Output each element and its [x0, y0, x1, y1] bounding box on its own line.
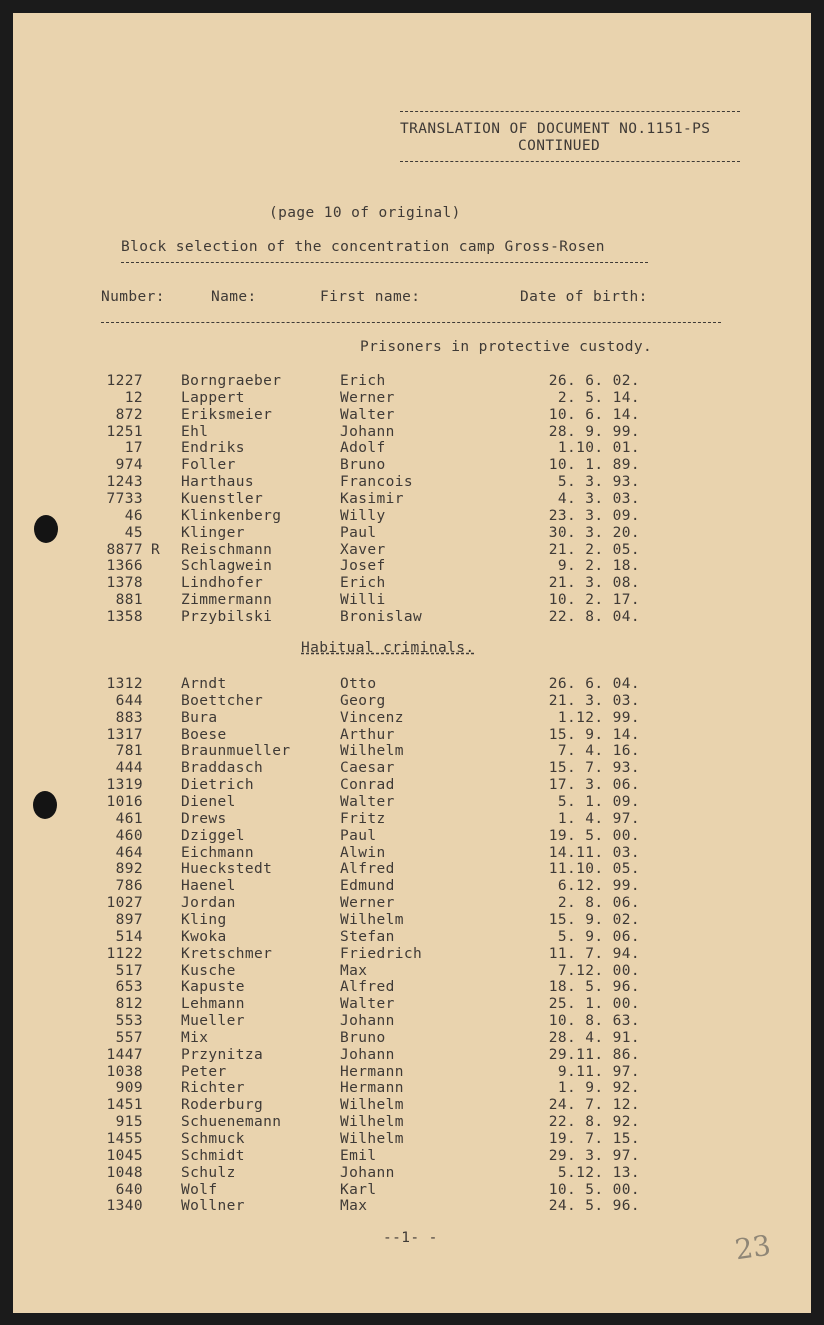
- prisoner-name: Kling: [181, 911, 227, 928]
- prisoner-date-of-birth: 9.11. 97.: [557, 1063, 640, 1080]
- prisoner-first-name: Max: [340, 1198, 368, 1215]
- prisoner-number: 892: [115, 861, 143, 878]
- prisoner-name: Jordan: [181, 895, 236, 912]
- prisoner-date-of-birth: 15. 9. 14.: [548, 726, 640, 743]
- prisoner-date-of-birth: 10. 1. 89.: [548, 457, 640, 474]
- prisoner-number: 1317: [106, 726, 143, 743]
- table-row: [13, 609, 811, 626]
- table-row: [13, 407, 811, 424]
- table-row: [13, 575, 811, 592]
- prisoner-name: Boese: [181, 726, 227, 743]
- prisoner-name: Schuenemann: [181, 1114, 282, 1131]
- prisoner-number: 812: [115, 996, 143, 1013]
- prisoner-first-name: Caesar: [340, 760, 395, 777]
- prisoner-name: Wollner: [181, 1198, 245, 1215]
- prisoner-number: 909: [115, 1080, 143, 1097]
- prisoner-name: Kuenstler: [181, 491, 264, 507]
- prisoner-date-of-birth: 1. 9. 92.: [557, 1080, 640, 1097]
- prisoner-first-name: Georg: [340, 692, 386, 709]
- prisoner-number: 17: [124, 440, 143, 457]
- column-header-first-name: First name:: [320, 289, 421, 305]
- section-heading-protective-custody: Prisoners in protective custody.: [360, 339, 653, 355]
- prisoner-first-name: Max: [340, 962, 368, 979]
- table-row: [13, 1097, 811, 1114]
- prisoner-date-of-birth: 10. 5. 00.: [548, 1181, 640, 1198]
- table-row: [13, 676, 811, 693]
- table-row: [13, 1131, 811, 1148]
- table-row: [13, 1047, 811, 1064]
- table-row: [13, 474, 811, 491]
- prisoner-first-name: Vincenz: [340, 709, 404, 726]
- prisoner-name: Kapuste: [181, 979, 245, 996]
- prisoner-name: Klinger: [181, 524, 245, 541]
- table-row: [13, 811, 811, 828]
- prisoner-number: 1358: [106, 608, 143, 625]
- prisoner-date-of-birth: 15. 7. 93.: [548, 760, 640, 777]
- prisoner-name: Przynitza: [181, 1046, 264, 1063]
- prisoner-date-of-birth: 6.12. 99.: [557, 878, 640, 895]
- table-row: [13, 878, 811, 895]
- table-row: [13, 1013, 811, 1030]
- prisoner-name: Arndt: [181, 676, 227, 692]
- prisoner-date-of-birth: 11.10. 05.: [548, 861, 640, 878]
- table-row: [13, 1080, 811, 1097]
- page-reference: (page 10 of original): [269, 205, 461, 221]
- table-row: [13, 1165, 811, 1182]
- table-row: [13, 710, 811, 727]
- prisoner-date-of-birth: 1.10. 01.: [557, 440, 640, 457]
- prisoner-first-name: Wilhelm: [340, 743, 404, 760]
- prisoner-name: Kwoka: [181, 928, 227, 945]
- table-row: [13, 963, 811, 980]
- document-title: TRANSLATION OF DOCUMENT NO.1151-PS: [400, 121, 711, 137]
- table-row: [13, 373, 811, 390]
- header-rule-top: [400, 111, 740, 112]
- prisoner-number: 46: [124, 507, 143, 524]
- prisoner-number: 1340: [106, 1198, 143, 1215]
- prisoner-number: 12: [124, 389, 143, 406]
- column-header-number: Number:: [101, 289, 165, 305]
- prisoner-date-of-birth: 22. 8. 04.: [548, 608, 640, 625]
- document-title-continued: CONTINUED: [518, 138, 601, 154]
- prisoner-number: 1251: [106, 423, 143, 440]
- prisoner-number: 1038: [106, 1063, 143, 1080]
- prisoner-name: Bura: [181, 709, 218, 726]
- prisoner-name: Dienel: [181, 794, 236, 810]
- prisoner-first-name: Wilhelm: [340, 1131, 404, 1147]
- prisoner-number: 883: [115, 709, 143, 726]
- prisoner-number: 461: [115, 810, 143, 827]
- prisoner-first-name: Stefan: [340, 928, 395, 945]
- table-row: [13, 457, 811, 474]
- prisoner-first-name: Willi: [340, 592, 386, 609]
- prisoner-first-name: Hermann: [340, 1080, 404, 1097]
- prisoner-date-of-birth: 10. 2. 17.: [548, 592, 640, 609]
- prisoner-date-of-birth: 30. 3. 20.: [548, 524, 640, 541]
- prisoner-name: Braunmueller: [181, 743, 291, 760]
- prisoner-name: Peter: [181, 1063, 227, 1080]
- prisoner-date-of-birth: 21. 3. 08.: [548, 575, 640, 592]
- prisoner-date-of-birth: 7. 4. 16.: [557, 743, 640, 760]
- prisoner-first-name: Johann: [340, 1013, 395, 1029]
- punch-hole-bottom: [33, 791, 57, 819]
- prisoner-number: 8877: [106, 541, 143, 558]
- prisoner-number: 1319: [106, 777, 143, 794]
- prisoner-date-of-birth: 5.12. 13.: [557, 1164, 640, 1181]
- prisoner-date-of-birth: 7.12. 00.: [557, 962, 640, 979]
- prisoner-first-name: Walter: [340, 406, 395, 423]
- table-row: [13, 845, 811, 862]
- prisoner-date-of-birth: 5. 3. 93.: [557, 474, 640, 491]
- table-row: [13, 929, 811, 946]
- block-selection-title: Block selection of the concentration camp Gross-Rosen: [121, 239, 605, 255]
- prisoner-number: 881: [115, 592, 143, 609]
- prisoner-number: 1122: [106, 945, 143, 962]
- prisoner-date-of-birth: 1.12. 99.: [557, 709, 640, 726]
- prisoner-name: Haenel: [181, 878, 236, 895]
- table-row: [13, 777, 811, 794]
- table-row: [13, 861, 811, 878]
- prisoner-number: 557: [115, 1029, 143, 1046]
- prisoner-date-of-birth: 29.11. 86.: [548, 1046, 640, 1063]
- prisoner-date-of-birth: 29. 3. 97.: [548, 1147, 640, 1164]
- table-row: [13, 1198, 811, 1215]
- prisoner-first-name: Werner: [340, 389, 395, 406]
- table-row: [13, 727, 811, 744]
- prisoner-number: 1016: [106, 794, 143, 810]
- prisoner-first-name: Edmund: [340, 878, 395, 895]
- prisoner-first-name: Adolf: [340, 440, 386, 457]
- prisoner-name: Lindhofer: [181, 575, 264, 592]
- prisoner-mark: R: [151, 541, 161, 558]
- column-header-date-of-birth: Date of birth:: [520, 289, 648, 305]
- prisoner-number: 464: [115, 844, 143, 861]
- prisoner-date-of-birth: 23. 3. 09.: [548, 507, 640, 524]
- prisoner-date-of-birth: 24. 5. 96.: [548, 1198, 640, 1215]
- document-page: [13, 13, 811, 1313]
- prisoner-name: Foller: [181, 457, 236, 474]
- prisoner-name: Schmidt: [181, 1147, 245, 1164]
- prisoner-first-name: Johann: [340, 1164, 395, 1181]
- prisoner-name: Schmuck: [181, 1131, 245, 1147]
- prisoner-name: Zimmermann: [181, 592, 273, 609]
- prisoner-date-of-birth: 17. 3. 06.: [548, 777, 640, 794]
- prisoner-date-of-birth: 19. 5. 00.: [548, 827, 640, 844]
- prisoner-number: 915: [115, 1114, 143, 1131]
- prisoner-name: Harthaus: [181, 474, 255, 491]
- prisoner-first-name: Josef: [340, 558, 386, 575]
- prisoner-first-name: Bruno: [340, 1029, 386, 1046]
- section-heading-habitual-criminals: Habitual criminals.: [301, 640, 475, 656]
- prisoner-date-of-birth: 10. 6. 14.: [548, 406, 640, 423]
- prisoner-date-of-birth: 1. 4. 97.: [557, 810, 640, 827]
- prisoner-first-name: Kasimir: [340, 491, 404, 507]
- table-row: [13, 1030, 811, 1047]
- prisoner-first-name: Friedrich: [340, 945, 423, 962]
- column-header-rule: [101, 322, 721, 323]
- prisoner-name: Richter: [181, 1080, 245, 1097]
- prisoner-name: Dietrich: [181, 777, 255, 794]
- prisoner-first-name: Johann: [340, 1046, 395, 1063]
- prisoner-name: Klinkenberg: [181, 507, 282, 524]
- prisoner-number: 1447: [106, 1046, 143, 1063]
- prisoner-first-name: Wilhelm: [340, 1114, 404, 1131]
- prisoner-first-name: Fritz: [340, 810, 386, 827]
- prisoner-name: Schlagwein: [181, 558, 273, 575]
- prisoner-first-name: Hermann: [340, 1063, 404, 1080]
- table-row: [13, 743, 811, 760]
- prisoner-date-of-birth: 2. 5. 14.: [557, 389, 640, 406]
- table-row: [13, 895, 811, 912]
- table-row: [13, 525, 811, 542]
- prisoner-first-name: Emil: [340, 1147, 377, 1164]
- table-row: [13, 1064, 811, 1081]
- prisoner-name: Endriks: [181, 440, 245, 457]
- prisoner-date-of-birth: 24. 7. 12.: [548, 1097, 640, 1114]
- table-row: [13, 390, 811, 407]
- prisoner-date-of-birth: 26. 6. 04.: [548, 676, 640, 692]
- prisoner-name: Borngraeber: [181, 373, 282, 389]
- prisoner-name: Przybilski: [181, 608, 273, 625]
- table-row: [13, 760, 811, 777]
- prisoner-date-of-birth: 9. 2. 18.: [557, 558, 640, 575]
- prisoner-number: 644: [115, 692, 143, 709]
- table-row: [13, 693, 811, 710]
- prisoner-number: 444: [115, 760, 143, 777]
- table-row: [13, 542, 811, 559]
- prisoner-date-of-birth: 21. 3. 03.: [548, 692, 640, 709]
- prisoner-date-of-birth: 4. 3. 03.: [557, 491, 640, 507]
- prisoner-number: 786: [115, 878, 143, 895]
- prisoner-name: Braddasch: [181, 760, 264, 777]
- prisoner-number: 514: [115, 928, 143, 945]
- prisoner-first-name: Francois: [340, 474, 414, 491]
- prisoner-name: Drews: [181, 810, 227, 827]
- prisoner-name: Mueller: [181, 1013, 245, 1029]
- prisoner-name: Lappert: [181, 389, 245, 406]
- prisoner-name: Hueckstedt: [181, 861, 273, 878]
- prisoner-number: 897: [115, 911, 143, 928]
- prisoner-first-name: Karl: [340, 1181, 377, 1198]
- prisoner-first-name: Walter: [340, 996, 395, 1013]
- prisoner-name: Kusche: [181, 962, 236, 979]
- prisoner-date-of-birth: 10. 8. 63.: [548, 1013, 640, 1029]
- prisoner-date-of-birth: 25. 1. 00.: [548, 996, 640, 1013]
- table-row: [13, 1148, 811, 1165]
- prisoner-first-name: Werner: [340, 895, 395, 912]
- prisoner-first-name: Paul: [340, 524, 377, 541]
- prisoner-name: Schulz: [181, 1164, 236, 1181]
- prisoner-date-of-birth: 21. 2. 05.: [548, 541, 640, 558]
- prisoner-number: 460: [115, 827, 143, 844]
- table-row: [13, 1114, 811, 1131]
- prisoner-name: Reischmann: [181, 541, 273, 558]
- prisoner-date-of-birth: 28. 4. 91.: [548, 1029, 640, 1046]
- table-row: [13, 491, 811, 508]
- column-header-name: Name:: [211, 289, 257, 305]
- prisoner-date-of-birth: 15. 9. 02.: [548, 911, 640, 928]
- prisoner-name: Kretschmer: [181, 945, 273, 962]
- table-row: [13, 946, 811, 963]
- prisoner-first-name: Wilhelm: [340, 911, 404, 928]
- prisoner-first-name: Johann: [340, 423, 395, 440]
- prisoner-first-name: Erich: [340, 575, 386, 592]
- prisoner-number: 1366: [106, 558, 143, 575]
- prisoner-number: 872: [115, 406, 143, 423]
- prisoner-number: 1027: [106, 895, 143, 912]
- prisoner-number: 7733: [106, 491, 143, 507]
- prisoner-first-name: Arthur: [340, 726, 395, 743]
- prisoner-first-name: Wilhelm: [340, 1097, 404, 1114]
- prisoner-first-name: Willy: [340, 507, 386, 524]
- header-rule-bottom: [400, 161, 740, 162]
- prisoner-first-name: Alfred: [340, 861, 395, 878]
- prisoner-number: 1243: [106, 474, 143, 491]
- prisoner-number: 517: [115, 962, 143, 979]
- prisoner-number: 640: [115, 1181, 143, 1198]
- prisoner-first-name: Bruno: [340, 457, 386, 474]
- prisoner-first-name: Paul: [340, 827, 377, 844]
- prisoner-date-of-birth: 26. 6. 02.: [548, 373, 640, 389]
- table-row: [13, 979, 811, 996]
- table-row: [13, 592, 811, 609]
- prisoner-number: 553: [115, 1013, 143, 1029]
- table-row: [13, 424, 811, 441]
- table-row: [13, 912, 811, 929]
- prisoner-name: Lehmann: [181, 996, 245, 1013]
- prisoner-name: Eriksmeier: [181, 406, 273, 423]
- prisoner-date-of-birth: 5. 9. 06.: [557, 928, 640, 945]
- prisoner-first-name: Walter: [340, 794, 395, 810]
- prisoner-first-name: Otto: [340, 676, 377, 692]
- table-row: [13, 794, 811, 811]
- table-row: [13, 996, 811, 1013]
- prisoner-first-name: Conrad: [340, 777, 395, 794]
- prisoner-first-name: Bronislaw: [340, 608, 423, 625]
- table-row: [13, 440, 811, 457]
- prisoner-first-name: Alwin: [340, 844, 386, 861]
- prisoner-number: 1048: [106, 1164, 143, 1181]
- prisoner-name: Wolf: [181, 1181, 218, 1198]
- prisoner-number: 781: [115, 743, 143, 760]
- prisoner-first-name: Xaver: [340, 541, 386, 558]
- prisoner-first-name: Erich: [340, 373, 386, 389]
- prisoner-number: 1045: [106, 1147, 143, 1164]
- prisoner-number: 1312: [106, 676, 143, 692]
- prisoner-number: 653: [115, 979, 143, 996]
- punch-hole-top: [34, 515, 58, 543]
- table-row: [13, 1182, 811, 1199]
- prisoner-number: 1451: [106, 1097, 143, 1114]
- prisoner-number: 1455: [106, 1131, 143, 1147]
- prisoner-date-of-birth: 18. 5. 96.: [548, 979, 640, 996]
- prisoner-date-of-birth: 22. 8. 92.: [548, 1114, 640, 1131]
- prisoner-date-of-birth: 5. 1. 09.: [557, 794, 640, 810]
- prisoner-date-of-birth: 2. 8. 06.: [557, 895, 640, 912]
- prisoner-number: 974: [115, 457, 143, 474]
- prisoner-number: 1227: [106, 373, 143, 389]
- prisoner-date-of-birth: 11. 7. 94.: [548, 945, 640, 962]
- subtitle-underline: [121, 262, 648, 263]
- prisoner-name: Mix: [181, 1029, 209, 1046]
- prisoner-name: Roderburg: [181, 1097, 264, 1114]
- prisoner-number: 1378: [106, 575, 143, 592]
- page-number: --1- -: [383, 1230, 438, 1246]
- prisoner-first-name: Alfred: [340, 979, 395, 996]
- pencil-annotation: 23: [732, 1228, 773, 1267]
- prisoner-number: 45: [124, 524, 143, 541]
- prisoner-name: Ehl: [181, 423, 209, 440]
- prisoner-date-of-birth: 14.11. 03.: [548, 844, 640, 861]
- table-row: [13, 508, 811, 525]
- prisoner-name: Dziggel: [181, 827, 245, 844]
- prisoner-name: Eichmann: [181, 844, 255, 861]
- table-row: [13, 828, 811, 845]
- prisoner-name: Boettcher: [181, 692, 264, 709]
- prisoner-date-of-birth: 19. 7. 15.: [548, 1131, 640, 1147]
- table-row: [13, 558, 811, 575]
- prisoner-date-of-birth: 28. 9. 99.: [548, 423, 640, 440]
